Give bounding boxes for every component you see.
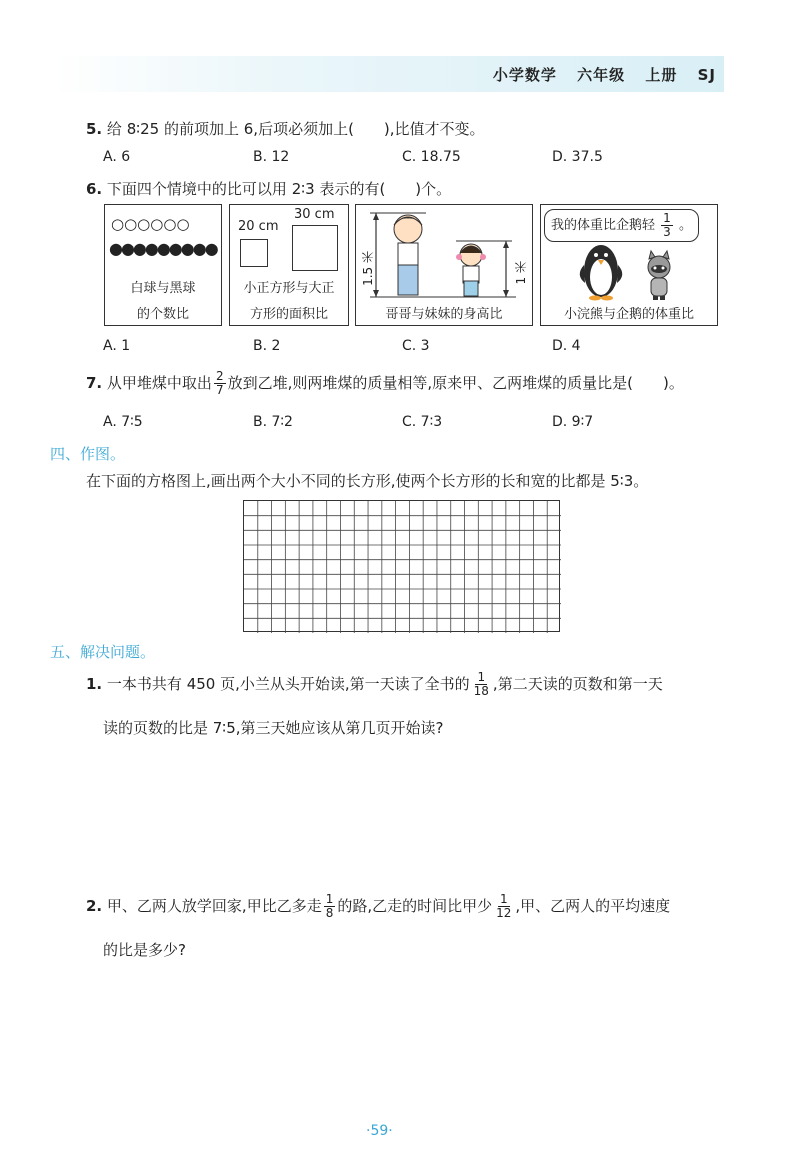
q5-option-c: C. 18.75 [402, 149, 461, 165]
siblings-illustration [356, 205, 531, 305]
problem-1-line1-b: ,第二天读的页数和第一天 [492, 675, 663, 693]
question-5-number: 5. [86, 120, 103, 138]
q7-option-b: B. 7∶2 [253, 414, 293, 430]
panel-heights-caption: 哥哥与妹妹的身高比 [385, 307, 503, 322]
speech-text: 我的体重比企鹅轻 [551, 218, 656, 233]
problem-2-line1-c: ,甲、乙两人的平均速度 [515, 897, 671, 915]
question-6 [86, 178, 451, 199]
question-5 [86, 118, 485, 139]
drawing-grid[interactable] [243, 500, 560, 632]
problem-2-fraction-1 [324, 893, 336, 920]
problem-1-fraction-numerator: 1 [477, 670, 486, 684]
big-square-label: 30 cm [294, 207, 335, 222]
header-volume: 上册 [645, 66, 678, 84]
q7-option-d: D. 9∶7 [552, 414, 594, 430]
question-7 [86, 370, 684, 397]
problem-2-number: 2. [86, 897, 103, 915]
q6-option-b: B. 2 [253, 338, 281, 354]
speech-fraction [661, 212, 673, 239]
q7-option-a: A. 7∶5 [103, 414, 143, 430]
header-grade: 六年级 [577, 66, 626, 84]
penguin-raccoon-illustration [541, 241, 716, 303]
question-6-text: 下面四个情境中的比可以用 2∶3 表示的有( )个。 [106, 180, 452, 198]
problem-1-number: 1. [86, 675, 103, 693]
short-height-label: 1 米 [514, 261, 528, 285]
small-square-shape [240, 239, 268, 267]
section-5-title: 五、解决问题。 [50, 643, 156, 661]
problem-2 [86, 892, 746, 920]
panel-weights-caption: 小浣熊与企鹅的体重比 [563, 307, 694, 322]
panel-squares [229, 204, 349, 326]
speech-bubble [544, 209, 699, 242]
drawing-grid-lines [244, 501, 561, 633]
q5-option-b: B. 12 [253, 149, 290, 165]
panel-balls-caption-1: 白球与黑球 [130, 281, 196, 296]
speech-end: 。 [678, 218, 692, 233]
problem-2-line1-b: 的路,乙走的时间比甲少 [337, 897, 493, 915]
header-edition: SJ [697, 66, 716, 84]
problem-2-fraction-2-numerator: 1 [499, 892, 508, 906]
panel-balls [104, 204, 222, 326]
panel-squares-caption-2: 方形的面积比 [249, 307, 328, 322]
q6-option-a: A. 1 [103, 338, 131, 354]
question-7-number: 7. [86, 374, 103, 392]
q5-option-a: A. 6 [103, 149, 131, 165]
q6-option-c: C. 3 [402, 338, 430, 354]
question-7-fraction-numerator: 2 [215, 369, 224, 383]
problem-2-line1-a: 甲、乙两人放学回家,甲比乙多走 [106, 897, 322, 915]
question-6-number: 6. [86, 180, 103, 198]
header-subject: 小学数学 [492, 66, 557, 84]
big-square-shape [292, 225, 338, 271]
problem-1 [86, 670, 726, 698]
q7-option-c: C. 7∶3 [402, 414, 443, 430]
question-7-text-b: 放到乙堆,则两堆煤的质量相等,原来甲、乙两堆煤的质量比是( )。 [227, 374, 684, 392]
question-7-fraction-denominator: 7 [215, 383, 224, 397]
problem-1-fraction [472, 671, 491, 698]
panel-balls-caption-2: 的个数比 [136, 307, 189, 322]
panel-squares-caption-1: 小正方形与大正 [243, 281, 335, 296]
speech-fraction-denominator: 3 [663, 225, 671, 239]
black-balls: ●●●●●●●●● [109, 239, 217, 258]
q6-option-d: D. 4 [552, 338, 581, 354]
question-7-fraction [214, 370, 226, 397]
section-4-title: 四、作图。 [50, 445, 126, 463]
question-7-text-a: 从甲堆煤中取出 [106, 374, 212, 392]
panel-weights [540, 204, 718, 326]
small-square-label: 20 cm [238, 219, 279, 234]
problem-1-line1-a: 一本书共有 450 页,小兰从头开始读,第一天读了全书的 [106, 675, 470, 693]
header-title [493, 64, 716, 85]
panel-heights [355, 204, 533, 326]
problem-2-fraction-1-denominator: 8 [325, 906, 334, 920]
problem-2-fraction-2 [494, 893, 513, 920]
speech-fraction-numerator: 1 [663, 211, 671, 225]
page-number: ·59· [366, 1123, 393, 1139]
white-balls: ○○○○○○ [111, 215, 190, 233]
tall-height-label: 1.5 米 [361, 251, 375, 286]
problem-2-fraction-1-numerator: 1 [325, 892, 334, 906]
q5-option-d: D. 37.5 [552, 149, 603, 165]
section-4-instruction: 在下面的方格图上,画出两个大小不同的长方形,使两个长方形的长和宽的比都是 5∶3。 [86, 472, 649, 490]
problem-1-fraction-denominator: 18 [473, 684, 489, 698]
question-5-text: 给 8∶25 的前项加上 6,后项必须加上( ),比值才不变。 [106, 120, 485, 138]
problem-1-line2: 读的页数的比是 7∶5,第三天她应该从第几页开始读? [103, 719, 444, 737]
problem-2-line2: 的比是多少? [103, 941, 186, 959]
problem-2-fraction-2-denominator: 12 [496, 906, 512, 920]
